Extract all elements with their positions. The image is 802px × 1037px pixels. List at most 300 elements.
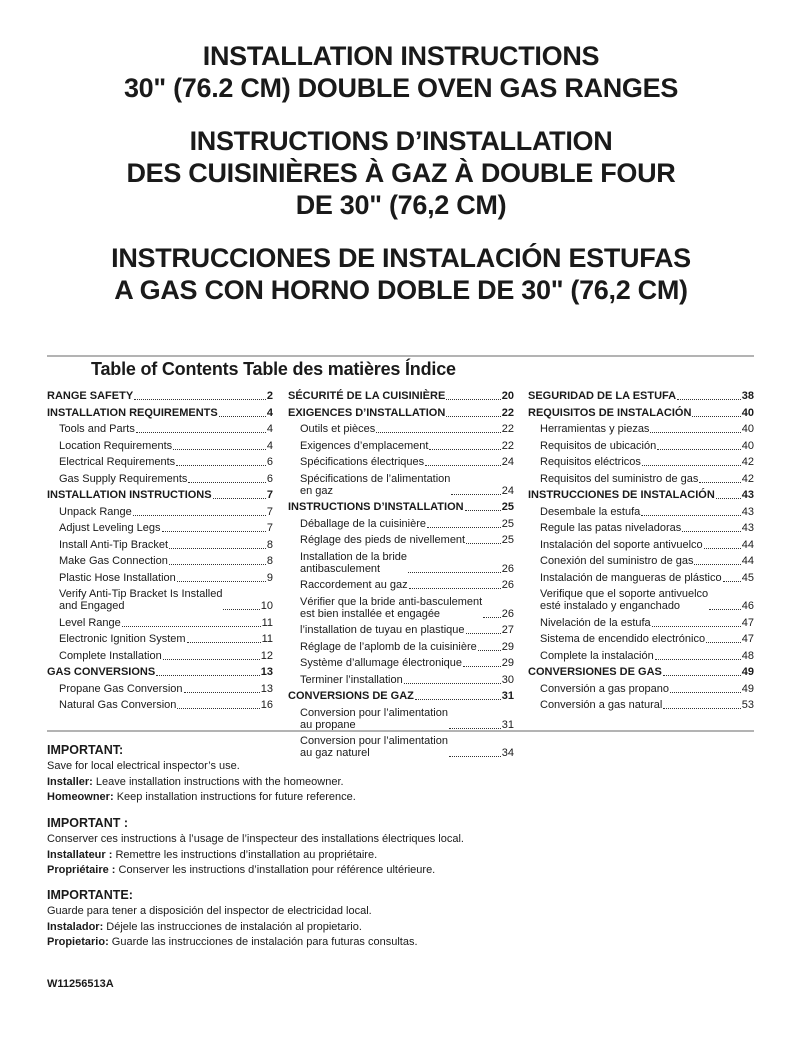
toc-section-entry[interactable] [288,389,514,403]
toc-section-entry[interactable] [47,488,273,502]
toc-entry[interactable] [288,706,514,732]
toc-leader-dots [415,699,501,700]
toc-entry-label-line: Herramientas y piezas [540,423,650,435]
toc-section-entry[interactable] [288,500,514,514]
toc-entry-label [528,539,703,551]
toc-entry-label-line: REQUISITOS DE INSTALACIÓN [528,406,692,419]
toc-entry-label-line: Spécifications de l’alimentation [300,472,451,485]
toc-entry[interactable] [528,571,754,585]
toc-leader-dots [641,515,740,516]
toc-leader-dots [177,581,266,582]
toc-page-number: 42 [741,472,754,485]
toc-page-number: 7 [266,522,273,534]
toc-page-number: 4 [266,423,273,435]
toc-entry-label [528,522,681,534]
toc-entry-label [528,617,651,629]
toc-entry[interactable] [528,616,754,630]
toc-entry-label [47,555,168,567]
toc-entry[interactable] [47,698,273,712]
toc-entry[interactable] [528,538,754,552]
toc-entry[interactable] [47,439,273,453]
toc-column-french [288,389,514,763]
toc-page-number: 43 [741,505,754,518]
divider-bottom [47,730,754,732]
toc-entry-label [47,572,176,584]
toc-entry-label [528,650,654,662]
toc-entry[interactable] [528,455,754,469]
toc-page-number: 13 [260,682,273,695]
toc-entry[interactable] [47,554,273,568]
toc-entry-label-line: Conversion pour l’alimentation [300,706,448,719]
toc-entry-label [288,423,375,435]
notice-heading: IMPORTANT : [47,816,129,830]
toc-entry-label-line: l’installation de tuyau en plastique [300,624,465,636]
toc-page-number: 30 [501,673,514,686]
toc-entry-label-line: SEGURIDAD DE LA ESTUFA [528,390,677,402]
toc-leader-dots [169,548,266,549]
toc-entry-label [288,440,428,452]
toc-entry[interactable] [528,521,754,535]
divider-top [47,355,754,357]
toc-page-number: 40 [741,439,754,452]
toc-entry[interactable] [288,623,514,637]
toc-page-number: 27 [501,624,514,636]
toc-page-number: 34 [501,747,514,759]
title-line: A GAS CON HORNO DOBLE DE 30" (76,2 CM) [114,275,688,305]
toc-page-number: 2 [266,390,273,402]
toc-entry-label-line: Regule las patas niveladoras [540,522,682,534]
toc-leader-dots [156,675,260,676]
notice-label: Propietario: [47,936,109,948]
toc-leader-dots [451,494,500,495]
toc-page-number: 26 [501,579,514,591]
toc-page-number: 44 [741,555,754,567]
toc-entry-label-line: SÉCURITÉ DE LA CUISINIÈRE [288,390,446,402]
toc-column-spanish [528,389,754,715]
toc-leader-dots [466,633,501,634]
toc-page-number: 47 [741,616,754,629]
title-line: DES CUISINIÈRES À GAZ À DOUBLE FOUR [126,158,676,188]
toc-entry-label-line: INSTRUCCIONES DE INSTALACIÓN [528,489,715,501]
toc-leader-dots [162,531,266,532]
toc-page-number: 29 [501,640,514,653]
title-line: DE 30" (76,2 CM) [295,190,507,220]
toc-leader-dots [478,650,501,651]
toc-entry-label-line: INSTRUCTIONS D’INSTALLATION [288,501,464,513]
toc-entry-label [528,633,705,645]
toc-leader-dots [723,581,741,582]
toc-entry-label-line: Déballage de la cuisinière [300,517,426,530]
toc-leader-dots [169,564,266,565]
toc-entry[interactable] [288,439,514,453]
toc-leader-dots [184,692,260,693]
toc-section-entry[interactable] [528,665,754,679]
toc-leader-dots [663,675,741,676]
toc-leader-dots [173,449,266,450]
toc-section-entry[interactable] [288,406,514,420]
title-line: INSTRUCTIONS D’INSTALLATION [189,126,613,156]
toc-entry-label [528,699,662,711]
toc-page-number: 38 [741,390,754,402]
toc-entry-label-line: Outils et pièces [300,423,376,435]
notice-installer [47,775,356,791]
toc-section-entry[interactable] [528,389,754,403]
notice-text: Remettre les instructions d’installation au propriétaire. [115,848,378,861]
toc-entry[interactable] [528,422,754,436]
toc-leader-dots [694,564,740,565]
toc-entry[interactable] [47,682,273,696]
toc-column-english [47,389,273,715]
toc-entry[interactable] [47,649,273,663]
toc-leader-dots [122,626,261,627]
toc-entry-label-line: CONVERSIONES DE GAS [528,666,662,678]
part-number: W11256513A [47,978,114,990]
toc-entry-label [288,579,408,591]
toc-entry-label-line: RANGE SAFETY [47,390,134,402]
toc-entry-label [528,407,691,419]
toc-entry[interactable] [288,578,514,592]
toc-entry-label [528,572,722,584]
toc-entry[interactable] [288,656,514,670]
toc-entry[interactable] [528,698,754,712]
toc-leader-dots [642,465,741,466]
toc-page-number: 26 [501,562,514,575]
toc-entry-label [528,588,708,612]
title-area [0,40,802,306]
toc-entry-label-line: Natural Gas Conversion [59,699,177,711]
notice-owner [47,790,356,806]
toc-entry[interactable] [528,554,754,568]
toc-leader-dots [682,531,740,532]
toc-entry-label-line: Requisitos eléctricos [540,456,641,468]
toc-entry[interactable] [47,521,273,535]
toc-entry-label-line: Conversión a gas propano [540,682,670,695]
toc-leader-dots [650,432,740,433]
toc-leader-dots [716,498,741,499]
toc-page-number: 4 [266,439,273,452]
toc-page-number: 53 [741,699,754,711]
notice-text: Leave installation instructions with the homeowner. [95,775,344,788]
notice-label: Instalador: [47,920,104,933]
toc-entry[interactable] [288,640,514,654]
notice-installer [47,920,418,936]
toc-entry-label-line: Complete Installation [59,649,162,662]
toc-leader-dots [163,659,260,660]
toc-page-number: 25 [501,501,514,513]
title-line: 30" (76.2 CM) DOUBLE OVEN GAS RANGES [123,73,679,103]
toc-entry[interactable] [528,472,754,486]
toc-entry-label-line: Gas Supply Requirements [59,472,188,485]
toc-entry-label-line: Instalación de mangueras de plástico [540,571,722,584]
toc-entry-label-line: Installation de la bride [300,550,408,563]
toc-leader-dots [213,498,266,499]
toc-entry[interactable] [47,505,273,519]
toc-page-number: 24 [501,484,514,497]
toc-page-number: 25 [501,517,514,530]
toc-page-number: 7 [266,489,273,501]
toc-page-number: 45 [741,571,754,584]
toc-page-number: 26 [501,607,514,620]
toc-page-number: 49 [741,666,754,678]
toc-entry-label-line: Unpack Range [59,505,132,518]
toc-page-number: 48 [741,649,754,662]
toc-leader-dots [136,432,266,433]
toc-entry-label-line: en gaz [300,484,334,497]
toc-entry-label-line: Conversión a gas natural [540,699,663,711]
toc-entry-label [528,423,649,435]
toc-leader-dots [446,416,500,417]
toc-entry-label [288,407,445,419]
toc-leader-dots [709,609,741,610]
toc-leader-dots [465,510,501,511]
toc-entry-label [47,617,121,629]
toc-entry[interactable] [528,632,754,646]
toc-entry-label [288,707,448,731]
toc-page-number: 25 [501,534,514,546]
toc-entry[interactable] [288,422,514,436]
toc-entry-label [47,407,218,419]
toc-entry[interactable] [288,550,514,576]
toc-entry-label-line: Location Requirements [59,439,173,452]
toc-entry-label-line: Desembale la estufa [540,505,641,518]
toc-page-number: 11 [261,633,273,645]
toc-entry-label-line: Nivelación de la estufa [540,616,651,629]
toc-entry[interactable] [47,455,273,469]
toc-page-number: 31 [501,718,514,731]
toc-entry-label [47,506,132,518]
toc-entry-label [528,666,662,678]
toc-entry-label-line: Make Gas Connection [59,555,168,567]
toc-entry-label-line: CONVERSIONS DE GAZ [288,690,414,702]
toc-entry-label [528,506,640,518]
notice-line: Conserver ces instructions à l’usage de l’inspecteur des installations électriques local. [47,833,464,845]
toc-page-number: 40 [741,423,754,435]
toc-entry[interactable] [288,595,514,621]
toc-entry[interactable] [288,455,514,469]
toc-entry-label-line: esté instalado y enganchado [540,600,681,612]
toc-entry-label-line: Plastic Hose Installation [59,571,176,584]
toc-page-number: 7 [266,505,273,518]
toc-entry-label [47,440,172,452]
toc-entry-label-line: Tools and Parts [59,423,135,435]
toc-page-number: 13 [260,666,273,678]
toc-page-number: 6 [266,456,273,468]
notice-label: Homeowner: [47,791,114,803]
toc-entry-label-line: Adjust Leveling Legs [59,522,161,534]
toc-entry-label-line: and Engaged [59,600,125,612]
toc-entry[interactable] [528,682,754,696]
toc-page-number: 43 [741,522,754,534]
toc-leader-dots [663,708,740,709]
toc-entry-label-line: Complete la instalación [540,649,654,662]
toc-entry-label [47,539,168,551]
toc-entry[interactable] [288,517,514,531]
title-french [0,125,802,221]
toc-section-entry[interactable] [47,406,273,420]
toc-entry-label-line: Exigences d’emplacement [300,439,429,452]
toc-leader-dots [219,416,266,417]
toc-leader-dots [699,482,740,483]
toc-page-number: 43 [741,489,754,501]
toc-leader-dots [655,659,741,660]
toc-entry[interactable] [288,533,514,547]
notice-owner [47,935,418,951]
toc-entry[interactable] [47,422,273,436]
toc-page-number: 22 [501,423,514,435]
toc-leader-dots [463,666,501,667]
toc-entry-label [288,596,482,620]
toc-page-number: 22 [501,406,514,419]
title-line: INSTALLATION INSTRUCTIONS [202,41,600,71]
toc-entry-label [528,456,641,468]
toc-leader-dots [409,588,501,589]
toc-entry-label-line: Raccordement au gaz [300,579,408,591]
toc-leader-dots [176,465,266,466]
toc-entry[interactable] [288,472,514,498]
notice-line: Guarde para tener a disposición del inspector de electricidad local. [47,905,372,917]
toc-entry-label-line: Electronic Ignition System [59,633,186,645]
toc-entry-label-line: Conexión del suministro de gas [540,555,694,567]
toc-page-number: 4 [266,406,273,419]
toc-entry[interactable] [288,673,514,687]
toc-entry-label [288,456,424,468]
toc-entry-label [288,551,407,575]
toc-entry[interactable] [528,505,754,519]
notice-installer [47,848,464,864]
toc-entry-label [47,699,176,711]
toc-entry-label [528,473,698,485]
toc-entry-label [288,518,426,530]
toc-page-number: 29 [501,657,514,669]
toc-entry-label [47,456,175,468]
toc-entry-label [288,690,414,702]
title-spanish [0,242,802,306]
notice-label: Installer: [47,775,93,788]
toc-entry-label [528,390,676,402]
toc-section-entry[interactable] [288,689,514,703]
toc-page-number: 47 [741,633,754,645]
toc-entry-label-line: INSTALLATION INSTRUCTIONS [47,489,212,501]
toc-leader-dots [677,399,741,400]
toc-entry[interactable] [47,632,273,646]
notice-text: Guarde las instrucciones de instalación para futuras consultas. [111,936,418,948]
toc-page-number: 12 [260,649,273,662]
toc-section-entry[interactable] [528,488,754,502]
toc-leader-dots [223,609,259,610]
toc-page-number: 8 [266,538,273,551]
toc-entry[interactable] [47,472,273,486]
toc-entry-label-line: GAS CONVERSIONS [47,666,156,678]
toc-entry-label [288,657,462,669]
toc-entry-label-line: Verify Anti-Tip Bracket Is Installed [59,588,223,600]
toc-section-entry[interactable] [47,389,273,403]
toc-entry-label [288,473,450,497]
notice-owner [47,863,464,879]
toc-leader-dots [134,399,266,400]
toc-entry[interactable] [528,439,754,453]
toc-entry-label-line: Requisitos del suministro de gas [540,472,699,485]
toc-entry-label [528,555,693,567]
toc-leader-dots [706,642,741,643]
notice-text: Déjele las instrucciones de instalación al propietario. [106,920,362,933]
toc-leader-dots [133,515,266,516]
toc-leader-dots [177,708,259,709]
toc-entry-label [288,390,445,402]
toc-entry-label-line: EXIGENCES D’INSTALLATION [288,406,446,419]
toc-entry-label-line: Système d’allumage électronique [300,657,463,669]
notice-heading: IMPORTANTE: [47,888,133,902]
notice-line: Save for local electrical inspector’s use. [47,760,240,772]
toc-entry-label-line: antibasculement [300,562,381,575]
toc-leader-dots [376,432,501,433]
toc-page-number: 6 [266,472,273,485]
toc-page-number: 31 [501,690,514,702]
toc-entry[interactable] [47,571,273,585]
toc-page-number: 11 [261,616,273,629]
toc-leader-dots [429,449,500,450]
toc-entry-label [47,390,133,402]
toc-entry-label [47,683,183,695]
notice-english [47,742,356,806]
toc-page-number: 8 [266,555,273,567]
toc-page-number: 44 [741,538,754,551]
toc-leader-dots [483,617,501,618]
toc-entry-label-line: Install Anti-Tip Bracket [59,538,169,551]
notice-text: Keep installation instructions for future reference. [116,791,356,803]
toc-page-number: 40 [741,406,754,419]
toc-entry-label [528,440,656,452]
toc-leader-dots [657,449,741,450]
toc-leader-dots [466,543,501,544]
toc-entry[interactable] [47,616,273,630]
toc-page-number: 9 [266,571,273,584]
toc-entry-label-line: au gaz naturel [300,747,370,759]
toc-entry-label [288,624,465,636]
toc-entry-label [47,489,212,501]
toc-leader-dots [449,756,501,757]
toc-leader-dots [449,728,501,729]
toc-entry[interactable] [47,538,273,552]
toc-leader-dots [652,626,741,627]
toc-entry-label-line: INSTALLATION REQUIREMENTS [47,406,218,419]
title-line: INSTRUCCIONES DE INSTALACIÓN ESTUFAS [111,243,691,273]
toc-entry-label [47,633,186,645]
toc-leader-dots [427,527,501,528]
toc-entry-label [47,473,187,485]
toc-entry[interactable] [47,587,273,613]
toc-entry-label [528,489,715,501]
toc-entry-label [47,666,155,678]
toc-entry[interactable] [528,649,754,663]
toc-heading: Table of Contents Table des matières Índice [91,359,456,379]
toc-entry[interactable] [528,587,754,613]
toc-page-number: 42 [741,456,754,468]
toc-leader-dots [425,465,501,466]
toc-section-entry[interactable] [528,406,754,420]
toc-entry-label [528,683,669,695]
toc-entry-label [47,588,222,612]
toc-section-entry[interactable] [47,665,273,679]
toc-leader-dots [188,482,265,483]
toc-entry-label-line: Réglage des pieds de nivellement [300,534,466,546]
notice-heading: IMPORTANT: [47,743,124,757]
notice-label: Propriétaire : [47,864,116,876]
toc-page-number: 46 [741,600,754,612]
notice-spanish [47,887,418,951]
toc-entry-label-line: Instalación del soporte antivuelco [540,538,703,551]
toc-leader-dots [704,548,741,549]
toc-entry-label [288,641,477,653]
